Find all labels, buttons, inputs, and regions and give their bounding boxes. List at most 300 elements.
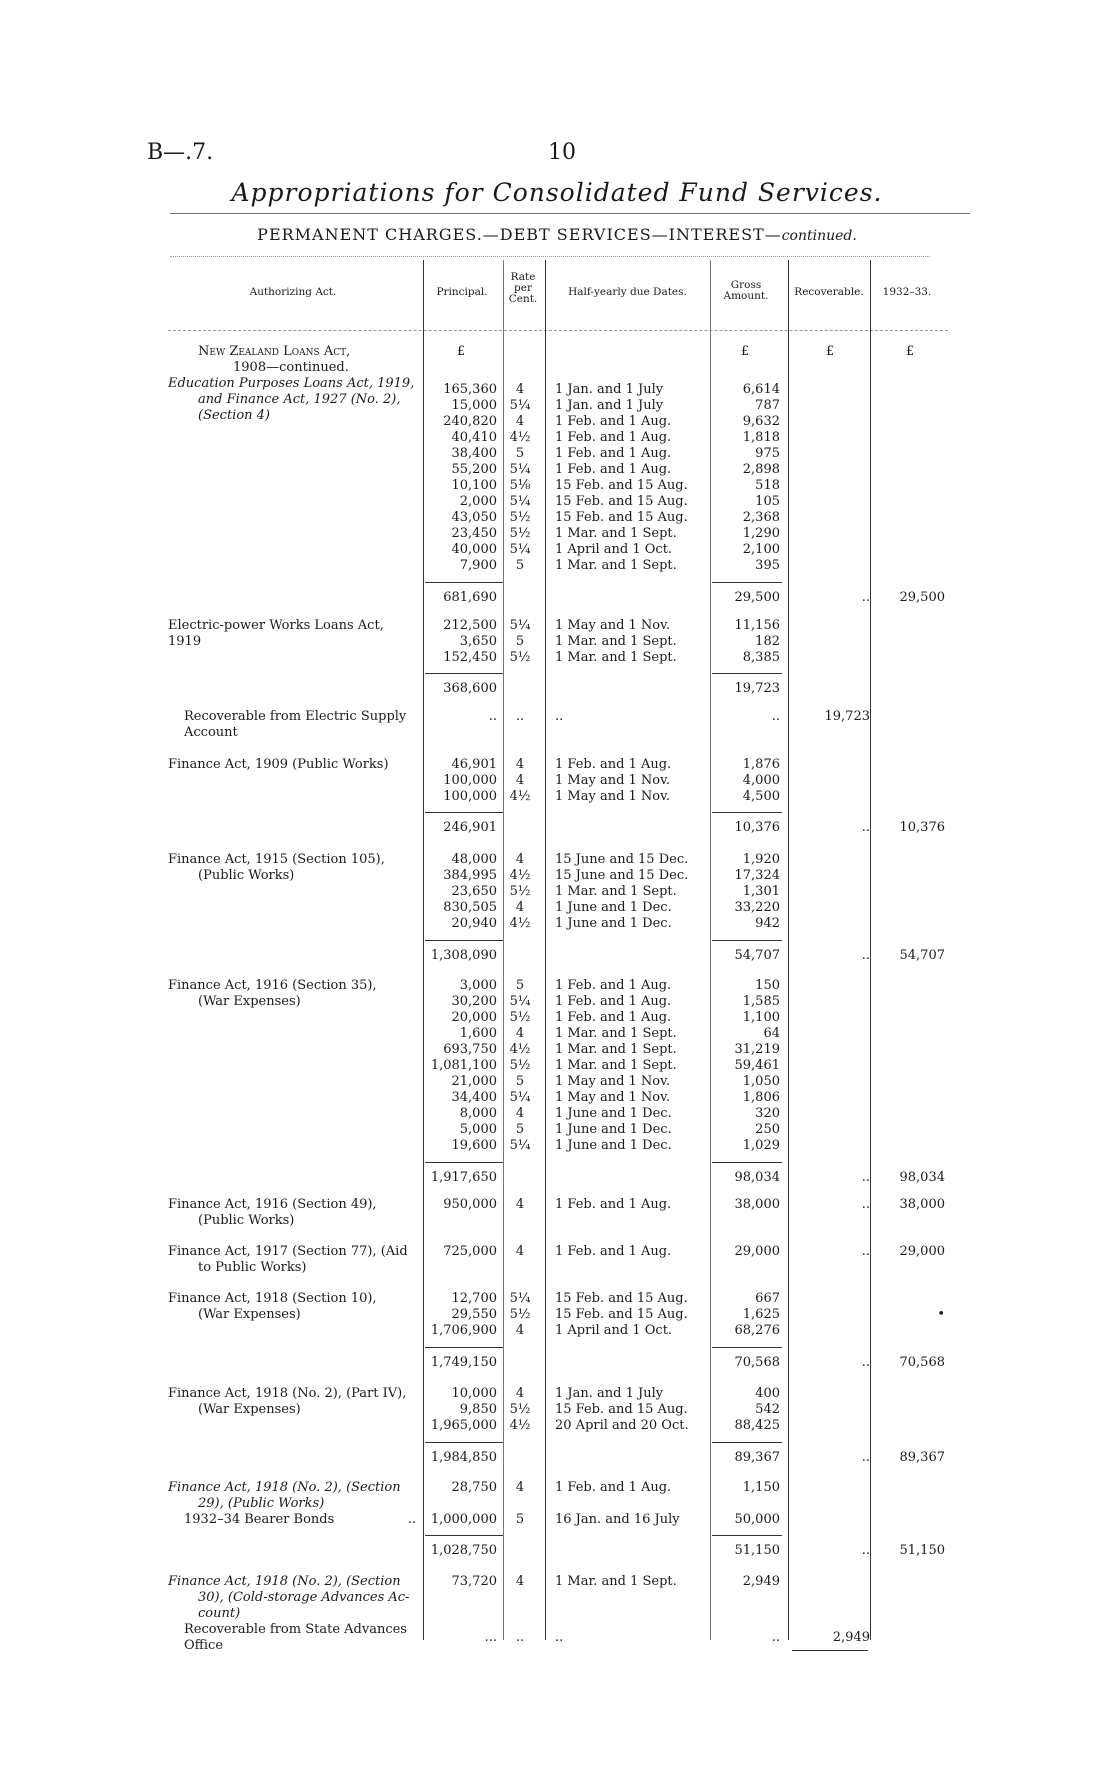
cell-principal: 40,000 [451,542,497,557]
cell-principal: 1,749,150 [430,1355,497,1370]
cell-gross-amount: 9,632 [742,414,780,429]
rec-electric-line1: Recoverable from Electric Supply [184,709,407,724]
fa1916a-line1: Finance Act, 1916 (Section 35), [168,978,377,993]
table-row [0,446,1114,462]
cell-gross-amount: 88,425 [734,1418,780,1433]
cell-rate: 5 [515,558,525,573]
table-row [0,978,1114,994]
cell-rate: 5¼ [509,462,531,477]
cell-principal: 20,940 [451,916,497,931]
cell-gross-amount: 4,500 [742,789,780,804]
cell-rate: 4 [515,900,525,915]
table-row [0,1090,1114,1106]
cell-due-dates: 1 Feb. and 1 Aug. [555,414,672,429]
cell-principal: 23,650 [451,884,497,899]
cell-gross-amount: 1,585 [742,994,780,1009]
cell-principal: 23,450 [451,526,497,541]
cell-gross-amount: 787 [755,398,780,413]
cell-principal: 9,850 [459,1402,497,1417]
cell-gross-amount: 89,367 [734,1450,780,1465]
fa1916a-line2: (War Expenses) [198,994,301,1009]
cell-principal: 1,000,000 [430,1512,497,1527]
cell-principal: 100,000 [443,773,497,788]
cell-gross-amount: 68,276 [734,1323,780,1338]
title-rule [170,213,970,214]
cell-gross-amount: 98,034 [734,1170,780,1185]
table-row [0,1042,1114,1058]
cell-principal: 48,000 [451,852,497,867]
unit-recoverable: £ [825,344,835,359]
cell-rate: 4½ [509,916,531,931]
fa1918d-line1: Finance Act, 1918 (No. 2), (Section [168,1574,401,1589]
cell-due-dates: 1 Feb. and 1 Aug. [555,757,672,772]
col-header-year: 1932–33. [882,286,932,298]
rec-electric-line2: Account [184,725,238,740]
cell-rate: 5½ [509,650,531,665]
cell-principal: 681,690 [443,590,497,605]
cell-recoverable: .. [861,948,870,963]
table-row [0,526,1114,542]
cell-recoverable: .. [861,590,870,605]
cell-principal: 165,360 [443,382,497,397]
cell-gross-amount: 2,368 [742,510,780,525]
cell-gross-amount: 1,150 [742,1480,780,1495]
cell-rate: 4½ [509,868,531,883]
subtotal-row [0,820,1114,836]
rec-sao-line2: Office [184,1638,224,1653]
cell-rate: 5 [515,1512,525,1527]
cell-rate: 4 [515,757,525,772]
table-row [0,916,1114,932]
cell-principal: 725,000 [443,1244,497,1259]
cell-rate: 5 [515,1074,525,1089]
cell-principal: 3,650 [459,634,497,649]
cell-principal: 1,081,100 [430,1058,497,1073]
page-title: Appropriations for Consolidated Fund Services. [231,178,883,207]
rec-sao-line1: Recoverable from State Advances [184,1622,407,1637]
subtitle-continued: continued. [781,228,857,244]
table-row [0,1074,1114,1090]
subtotal-rule [425,1162,503,1163]
cell-principal: 1,308,090 [430,948,497,963]
cell-rate: 5 [515,1122,525,1137]
col-header-gross: Gross Amount. [723,279,769,302]
unit-gross: £ [740,344,750,359]
table-row [0,1291,1114,1307]
cell-due-dates: 1 Feb. and 1 Aug. [555,462,672,477]
table-row [0,1026,1114,1042]
fa1918c-line1: Finance Act, 1918 (No. 2), (Section [168,1480,401,1495]
cell-gross-amount: 2,100 [742,542,780,557]
cell-rate: 5¼ [509,1291,531,1306]
act-nz-loans-line2: 1908—continued. [233,360,349,375]
act-nz-loans-line1: New Zealand Loans Act, [198,344,351,359]
cell-principal: 12,700 [451,1291,497,1306]
cell-due-dates: 1 Mar. and 1 Sept. [555,558,677,573]
cell-due-dates: 15 Feb. and 15 Aug. [555,1307,688,1322]
cell-gross-amount: 33,220 [734,900,780,915]
cell-gross-amount: 400 [755,1386,780,1401]
bearer-bonds-dots: .. [407,1512,416,1527]
cell-gross-amount: 31,219 [734,1042,780,1057]
cell-due-dates: 1 Mar. and 1 Sept. [555,1042,677,1057]
document-code: B—.7. [147,140,214,165]
table-row [0,1402,1114,1418]
cell-recoverable: 19,723 [824,709,870,724]
cell-principal: 46,901 [451,757,497,772]
cell-rate: 5⅛ [509,478,531,493]
cell-due-dates: 1 Jan. and 1 July [555,382,664,397]
cell-due-dates: 15 Feb. and 15 Aug. [555,1402,688,1417]
cell-principal: 10,100 [451,478,497,493]
cell-due-dates: 15 June and 15 Dec. [555,852,689,867]
cell-principal: 21,000 [451,1074,497,1089]
cell-rate: 4 [515,1323,525,1338]
fa1915-line2: (Public Works) [198,868,295,883]
cell-rate: 4 [515,773,525,788]
cell-rate: 5¼ [509,542,531,557]
cell-principal: 10,000 [451,1386,497,1401]
cell-gross-amount: 2,949 [742,1574,780,1589]
header-bottom-rule [168,330,948,331]
unit-year: £ [905,344,915,359]
act-finance-1909: Finance Act, 1909 (Public Works) [168,757,389,772]
cell-recoverable: .. [861,1244,870,1259]
table-row [0,1630,1114,1646]
fa1917-line2: to Public Works) [198,1260,307,1275]
bearer-bonds-text: 1932–34 Bearer Bonds [184,1512,335,1527]
cell-principal: 152,450 [443,650,497,665]
cell-gross-amount: 250 [755,1122,780,1137]
cell-principal: 28,750 [451,1480,497,1495]
cell-gross-amount: 1,818 [742,430,780,445]
cell-gross-amount: 1,876 [742,757,780,772]
subtotal-rule [425,812,503,813]
cell-rate: 5 [515,978,525,993]
cell-rate: 4½ [509,430,531,445]
cell-rate: 5½ [509,510,531,525]
table-row [0,1122,1114,1138]
cell-gross-amount: 2,898 [742,462,780,477]
subtotal-rule [712,1347,782,1348]
cell-year-total: • [937,1307,945,1322]
cell-gross-amount: 1,050 [742,1074,780,1089]
cell-year-total: 29,000 [899,1244,945,1259]
table-row [0,773,1114,789]
cell-principal: 38,400 [451,446,497,461]
cell-rate: 5½ [509,1010,531,1025]
cell-due-dates: .. [555,709,564,724]
cell-due-dates: 1 Feb. and 1 Aug. [555,430,672,445]
cell-gross-amount: 1,100 [742,1010,780,1025]
cell-gross-amount: 64 [763,1026,780,1041]
cell-principal: 1,028,750 [430,1543,497,1558]
table-row [0,1307,1114,1323]
cell-due-dates: 1 Feb. and 1 Aug. [555,1197,672,1212]
unit-principal: £ [456,344,466,359]
table-row [0,618,1114,634]
cell-principal: 15,000 [451,398,497,413]
table-row [0,398,1114,414]
cell-due-dates: 1 Mar. and 1 Sept. [555,1026,677,1041]
subtotal-row [0,1170,1114,1186]
subtotal-row [0,1355,1114,1371]
subtotal-rule [712,582,782,583]
cell-principal: 1,965,000 [430,1418,497,1433]
table-row [0,462,1114,478]
col-header-due-dates: Half-yearly due Dates. [568,286,687,298]
cell-principal: 1,600 [459,1026,497,1041]
cell-gross-amount: 1,290 [742,526,780,541]
cell-due-dates: 1 Mar. and 1 Sept. [555,1058,677,1073]
subtotal-rule [712,673,782,674]
fa1918d-line2: 30), (Cold-storage Advances Ac- [198,1590,410,1605]
cell-principal: 830,505 [443,900,497,915]
cell-recoverable: .. [861,1170,870,1185]
cell-rate: 4 [515,852,525,867]
act-electric-power: Electric-power Works Loans Act, 1919 [168,618,384,649]
cell-recoverable: .. [861,1450,870,1465]
cell-principal: 34,400 [451,1090,497,1105]
table-row [0,430,1114,446]
cell-due-dates: 1 Mar. and 1 Sept. [555,884,677,899]
cell-gross-amount: 542 [755,1402,780,1417]
table-row [0,1106,1114,1122]
act-education-line3: (Section 4) [198,408,271,423]
cell-rate: 5 [515,634,525,649]
subtotal-rule [425,582,503,583]
table-row [0,900,1114,916]
cell-principal: 1,706,900 [430,1323,497,1338]
cell-rate: 5¼ [509,494,531,509]
cell-gross-amount: 1,920 [742,852,780,867]
cell-gross-amount: 70,568 [734,1355,780,1370]
cell-due-dates: 1 June and 1 Dec. [555,916,672,931]
cell-due-dates: 20 April and 20 Oct. [555,1418,689,1433]
cell-principal: 30,200 [451,994,497,1009]
cell-gross-amount: 975 [755,446,780,461]
cell-gross-amount: 19,723 [734,681,780,696]
table-row [0,868,1114,884]
cell-gross-amount: 17,324 [734,868,780,883]
cell-principal: 693,750 [443,1042,497,1057]
cell-due-dates: 1 Jan. and 1 July [555,1386,664,1401]
table-row [0,852,1114,868]
cell-gross-amount: 105 [755,494,780,509]
subtotal-rule [712,1535,782,1536]
cell-rate: .. [515,709,525,724]
cell-due-dates: 1 Feb. and 1 Aug. [555,978,672,993]
subtotal-rule [425,673,503,674]
cell-due-dates: 1 June and 1 Dec. [555,1122,672,1137]
cell-principal: 29,550 [451,1307,497,1322]
table-row [0,634,1114,650]
cell-gross-amount: 8,385 [742,650,780,665]
cell-recoverable: .. [861,820,870,835]
table-row [0,1512,1114,1528]
subtotal-row [0,1543,1114,1559]
cell-rate: .. [515,1630,525,1645]
final-rule [792,1650,868,1651]
cell-due-dates: 15 June and 15 Dec. [555,868,689,883]
cell-due-dates: 1 May and 1 Nov. [555,1090,671,1105]
act-education-line1: Education Purposes Loans Act, 1919, [168,376,415,391]
cell-due-dates: 1 Mar. and 1 Sept. [555,526,677,541]
cell-rate: 4 [515,382,525,397]
cell-due-dates: 15 Feb. and 15 Aug. [555,1291,688,1306]
cell-gross-amount: 11,156 [734,618,780,633]
cell-principal: 384,995 [443,868,497,883]
cell-rate: 5 [515,446,525,461]
cell-rate: 5¼ [509,1090,531,1105]
table-row [0,1138,1114,1154]
cell-due-dates: 1 May and 1 Nov. [555,1074,671,1089]
cell-gross-amount: 50,000 [734,1512,780,1527]
table-row [0,510,1114,526]
cell-rate: 5½ [509,526,531,541]
cell-rate: 4 [515,1197,525,1212]
table-row [0,414,1114,430]
cell-rate: 4½ [509,1042,531,1057]
cell-recoverable: 2,949 [832,1630,870,1645]
cell-year-total: 98,034 [899,1170,945,1185]
cell-year-total: 54,707 [899,948,945,963]
cell-due-dates: 1 Feb. and 1 Aug. [555,1244,672,1259]
subtotal-rule [712,812,782,813]
cell-principal: 73,720 [451,1574,497,1589]
cell-rate: 5½ [509,884,531,899]
cell-due-dates: 1 Feb. and 1 Aug. [555,994,672,1009]
cell-due-dates: 15 Feb. and 15 Aug. [555,478,688,493]
cell-due-dates: 1 June and 1 Dec. [555,900,672,915]
cell-gross-amount: 667 [755,1291,780,1306]
cell-due-dates: 1 Feb. and 1 Aug. [555,446,672,461]
cell-principal: 368,600 [443,681,497,696]
cell-rate: 5¼ [509,994,531,1009]
cell-principal: 1,917,650 [430,1170,497,1185]
cell-due-dates: 1 Mar. and 1 Sept. [555,650,677,665]
cell-due-dates: 1 May and 1 Nov. [555,618,671,633]
table-row [0,542,1114,558]
cell-gross-amount: 51,150 [734,1543,780,1558]
table-row [0,709,1114,725]
cell-rate: 5¼ [509,1138,531,1153]
table-row [0,650,1114,666]
fa1918b-line2: (War Expenses) [198,1402,301,1417]
cell-rate: 4 [515,1480,525,1495]
cell-gross-amount: 38,000 [734,1197,780,1212]
fa1918b-line1: Finance Act, 1918 (No. 2), (Part IV), [168,1386,407,1401]
cell-year-total: 10,376 [899,820,945,835]
cell-gross-amount: 320 [755,1106,780,1121]
table-row [0,558,1114,574]
col-header-authorizing-act: Authorizing Act. [249,286,337,298]
cell-principal: 19,600 [451,1138,497,1153]
cell-due-dates: 1 June and 1 Dec. [555,1106,672,1121]
cell-rate: 4 [515,1026,525,1041]
cell-gross-amount: 59,461 [734,1058,780,1073]
cell-principal: 7,900 [459,558,497,573]
table-row [0,789,1114,805]
cell-due-dates: 1 Mar. and 1 Sept. [555,634,677,649]
cell-principal: 2,000 [459,494,497,509]
cell-due-dates: 15 Feb. and 15 Aug. [555,510,688,525]
subtotal-rule [425,1347,503,1348]
cell-year-total: 51,150 [899,1543,945,1558]
table-row [0,1418,1114,1434]
section-subtitle [0,225,1114,244]
subtotal-rule [425,1535,503,1536]
cell-principal: 40,410 [451,430,497,445]
cell-due-dates: 1 Mar. and 1 Sept. [555,1574,677,1589]
cell-gross-amount: 1,029 [742,1138,780,1153]
cell-recoverable: .. [861,1355,870,1370]
table-row [0,1244,1114,1260]
cell-gross-amount: 942 [755,916,780,931]
cell-year-total: 38,000 [899,1197,945,1212]
cell-gross-amount: .. [771,709,780,724]
col-header-rate: Rate per Cent. [508,271,538,305]
cell-year-total: 70,568 [899,1355,945,1370]
cell-principal: 1,984,850 [430,1450,497,1465]
cell-rate: 4 [515,1106,525,1121]
subtitle-rule [170,256,930,257]
table-row [0,1480,1114,1496]
cell-rate: 4 [515,1386,525,1401]
cell-rate: 4 [515,1244,525,1259]
subtotal-row [0,681,1114,697]
cell-due-dates: .. [555,1630,564,1645]
table-row [0,382,1114,398]
cell-principal: 8,000 [459,1106,497,1121]
cell-principal: ... [484,1630,497,1645]
fa1916b-line1: Finance Act, 1916 (Section 49), [168,1197,377,1212]
cell-principal: 43,050 [451,510,497,525]
cell-gross-amount: 518 [755,478,780,493]
cell-gross-amount: 395 [755,558,780,573]
cell-principal: 212,500 [443,618,497,633]
cell-gross-amount: 1,806 [742,1090,780,1105]
subtotal-row [0,948,1114,964]
cell-gross-amount: 29,500 [734,590,780,605]
cell-principal: 240,820 [443,414,497,429]
cell-due-dates: 1 April and 1 Oct. [555,1323,673,1338]
fa1918a-line2: (War Expenses) [198,1307,301,1322]
table-row [0,757,1114,773]
table-row [0,1574,1114,1590]
fa1918c-line2: 29), (Public Works) [198,1496,325,1511]
cell-rate: 5½ [509,1058,531,1073]
cell-year-total: 89,367 [899,1450,945,1465]
table-row [0,1058,1114,1074]
table-row [0,1323,1114,1339]
fa1918d-line3: count) [198,1606,241,1621]
cell-gross-amount: 54,707 [734,948,780,963]
subtotal-rule [712,1162,782,1163]
cell-rate: 5½ [509,1402,531,1417]
fa1915-line1: Finance Act, 1915 (Section 105), [168,852,385,867]
cell-due-dates: 15 Feb. and 15 Aug. [555,494,688,509]
cell-rate: 5¼ [509,398,531,413]
cell-due-dates: 1 May and 1 Nov. [555,789,671,804]
cell-rate: 4 [515,1574,525,1589]
cell-due-dates: 1 June and 1 Dec. [555,1138,672,1153]
table-row [0,1010,1114,1026]
subtotal-rule [425,1442,503,1443]
table-row [0,1386,1114,1402]
cell-gross-amount: 150 [755,978,780,993]
cell-gross-amount: 29,000 [734,1244,780,1259]
